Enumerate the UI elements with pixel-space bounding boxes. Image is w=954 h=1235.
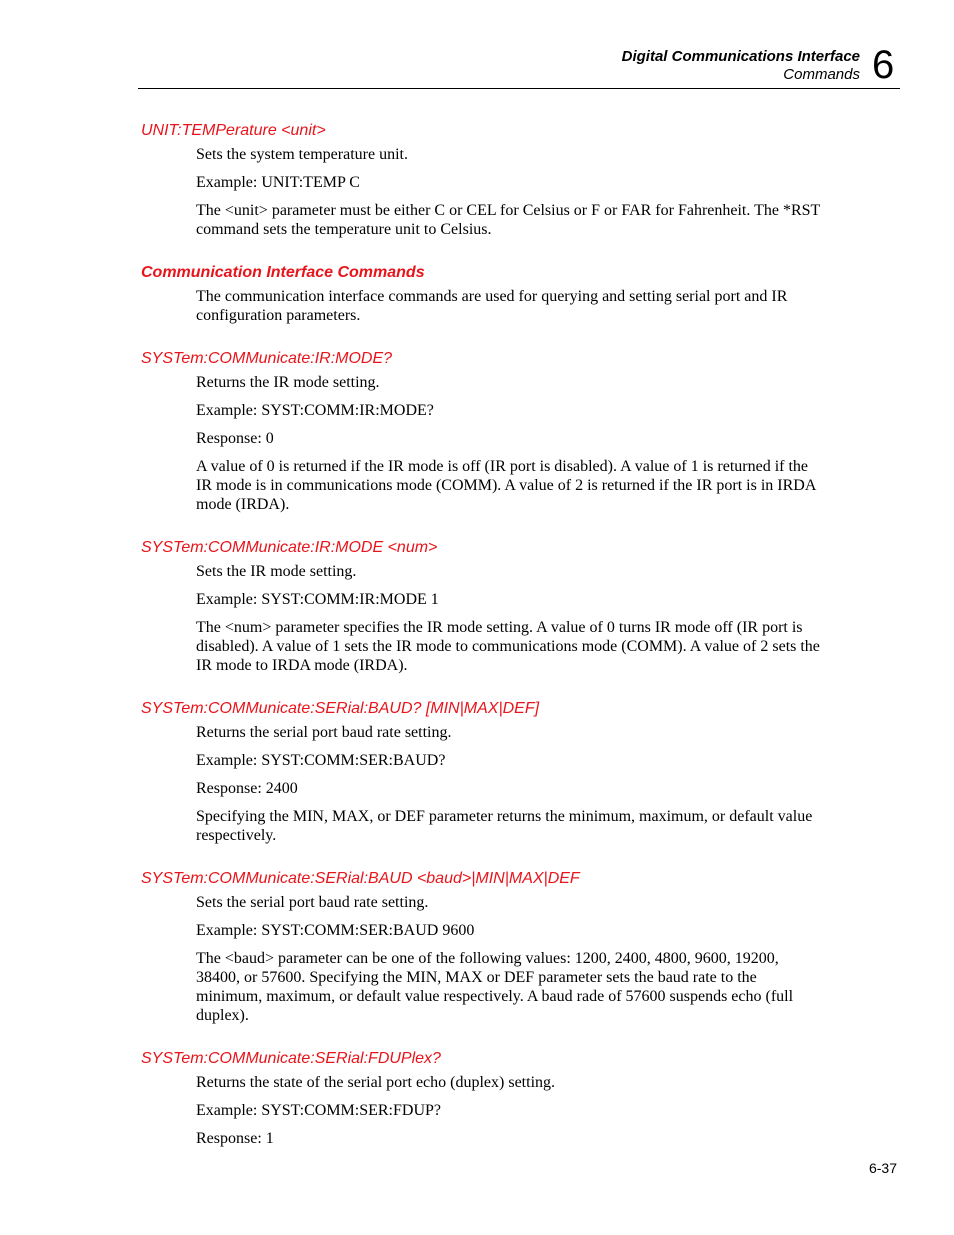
paragraph: A value of 0 is returned if the IR mode is off (IR port is disabled). A value of 1 is returned if the IR mode is in communications mode (COMM). A value of 2 is returned if the IR port is in IRDA mode (IRDA).	[196, 458, 816, 513]
section-heading: UNIT:TEMPerature <unit>	[141, 122, 326, 139]
paragraph: Returns the state of the serial port echo (duplex) setting.	[196, 1074, 556, 1091]
header-chapter-title: Digital Communications Interface	[621, 48, 860, 65]
paragraph: Example: SYST:COMM:IR:MODE?	[196, 402, 434, 419]
section-ir-mode-query	[141, 349, 821, 514]
section-heading: SYSTem:COMMunicate:IR:MODE?	[141, 350, 393, 367]
section-heading: SYSTem:COMMunicate:SERial:BAUD <baud>|MIN|MAX|DEF	[141, 870, 580, 887]
paragraph: The <num> parameter specifies the IR mode setting. A value of 0 turns IR mode off (IR port is disabled). A value of 1 sets the IR mode to communications mode (COMM). A value of 2 sets the IR mode to IRDA mode (IRDA).	[196, 619, 820, 674]
section-baud-set	[141, 869, 821, 1025]
section-heading: SYSTem:COMMunicate:SERial:BAUD? [MIN|MAX|DEF]	[141, 700, 540, 717]
section-unit-temperature	[141, 121, 821, 239]
paragraph: Example: SYST:COMM:SER:FDUP?	[196, 1102, 442, 1119]
paragraph: Sets the serial port baud rate setting.	[196, 894, 429, 911]
paragraph: Sets the system temperature unit.	[196, 146, 408, 163]
chapter-number: 6	[872, 43, 895, 87]
paragraph: Response: 0	[196, 430, 274, 447]
paragraph: Response: 1	[196, 1130, 274, 1147]
paragraph: Sets the IR mode setting.	[196, 563, 357, 580]
section-heading: SYSTem:COMMunicate:IR:MODE <num>	[141, 539, 438, 556]
paragraph: Returns the IR mode setting.	[196, 374, 380, 391]
paragraph: Specifying the MIN, MAX, or DEF parameter returns the minimum, maximum, or default value respectively.	[196, 808, 813, 844]
page-content	[141, 121, 821, 1172]
paragraph: The <baud> parameter can be one of the following values: 1200, 2400, 4800, 9600, 19200, 38400, or 57600. Specifying the MIN, MAX or DEF parameter sets the baud rate to the minimum, maximum, or default value respectively. A baud rade of 57600 suspends echo (full duplex).	[196, 950, 794, 1024]
paragraph: The communication interface commands are used for querying and setting serial port and IR configuration parameters.	[196, 288, 788, 324]
section-heading: SYSTem:COMMunicate:SERial:FDUPlex?	[141, 1050, 441, 1067]
paragraph: The <unit> parameter must be either C or CEL for Celsius or F or FAR for Fahrenheit. The *RST command sets the temperature unit to Celsius.	[196, 202, 821, 238]
paragraph: Example: UNIT:TEMP C	[196, 174, 360, 191]
header-section-title: Commands	[783, 66, 860, 83]
page-number: 6-37	[868, 1160, 897, 1176]
section-communication-interface-commands	[141, 263, 821, 325]
paragraph: Example: SYST:COMM:IR:MODE 1	[196, 591, 439, 608]
running-header	[622, 48, 860, 84]
section-baud-query	[141, 699, 821, 845]
paragraph: Example: SYST:COMM:SER:BAUD?	[196, 752, 446, 769]
paragraph: Example: SYST:COMM:SER:BAUD 9600	[196, 922, 475, 939]
section-heading: Communication Interface Commands	[141, 264, 425, 281]
paragraph: Returns the serial port baud rate setting.	[196, 724, 452, 741]
header-rule	[138, 88, 900, 89]
paragraph: Response: 2400	[196, 780, 298, 797]
section-fduplex-query	[141, 1049, 821, 1148]
section-ir-mode-set	[141, 538, 821, 675]
